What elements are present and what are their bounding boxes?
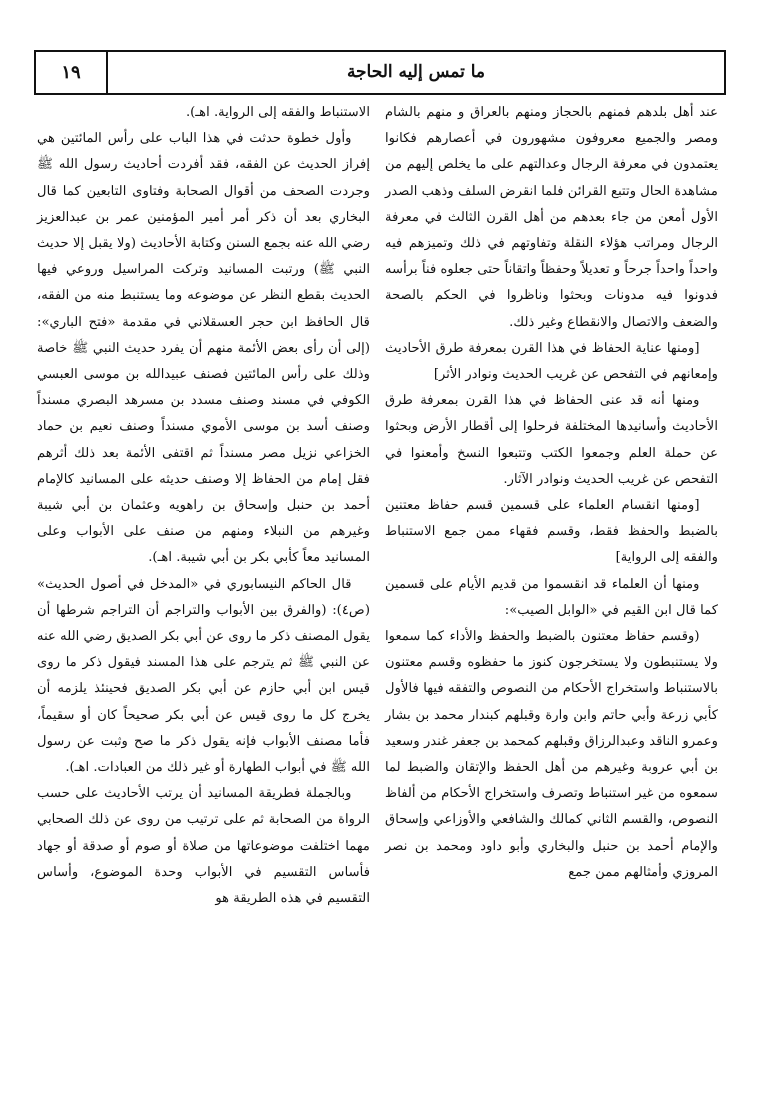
page-number: ١٩	[36, 52, 108, 93]
left-column	[37, 100, 370, 912]
page-header	[34, 50, 726, 95]
running-title: ما تمس إليه الحاجة	[346, 62, 486, 82]
paragraph: ومنها أن العلماء قد انقسموا من قديم الأيام على قسمين كما قال ابن القيم في «الوابل الصيب»:	[385, 576, 718, 618]
paragraph: وبالجملة فطريقة المسانيد أن يرتب الأحاديث على حسب الرواة من الصحابة ثم على ترتيب من روى عن ذلك الصحابي مهما اختلفت موضوعاتها من صلاة أو صوم أو صدقة أو جهاد فأساس التقسيم في الأبواب وحدة الموضوع، وأساس التقسيم في هذه الطريقة هو	[37, 786, 370, 907]
paragraph: الاستنباط والفقه إلى الرواية. اهـ).	[185, 105, 370, 120]
paragraph: قال الحاكم النيسابوري في «المدخل في أصول الحديث» (ص٤): (والفرق بين الأبواب والتراجم أن التراجم شرطها أن يقول المصنف ذكر ما روى عن أبي بكر الصديق رضي الله عنه عن النبي ﷺ ثم يترجم على هذا المسند فيقول ذكر ما روى قيس ابن أبي حازم عن أبي بكر الصديق فحينئذ يلزمه أن يخرج كل ما روى قيس عن أبي بكر صحيحاً كان أو سقيماً، فأما مصنف الأبواب فإنه يقول ذكر ما صح وثبت عن رسول الله ﷺ في أبواب الطهارة أو غير ذلك من العبادات. اهـ).	[37, 576, 370, 776]
quotation: (وقسم حفاظ معتنون بالضبط والحفظ والأداء كما سمعوا ولا يستنبطون ولا يستخرجون كنوز ما حفظوه وقسم معتنون بالاستنباط واستخراج الأحكام من النصوص والتفقه فيها فالأول كأبي زرعة وأبي حاتم وابن وارة وقبلهم كبندار محمد بن بشار وعمرو الناقد وعبدالرزاق وقبلهم كمحمد بن جعفر غندر وسعيد بن أبي عروبة وغيرهم من أهل الحفظ والإتقان والضبط لما سمعوه من غير استنباط وتصرف واستخراج الأحكام من ألفاظ النصوص، والقسم الثاني كمالك والشافعي والأوزاعي وإسحاق والإمام أحمد بن حنبل والبخاري وأبو داود ومحمد بن نصر المروزي وأمثالهم ممن جمع	[385, 629, 718, 880]
paragraph: وأول خطوة حدثت في هذا الباب على رأس المائتين هي إفراز الحديث عن الفقه، فقد أفردت أحاديث رسول الله ﷺ وجردت الصحف من أقوال الصحابة وفتاوى التابعين كما قال البخاري بعد أن ذكر أمر أمير المؤمنين عمر بن عبدالعزيز رضي الله عنه بجمع السنن وكتابة الأحاديث (ولا يقبل إلا حديث النبي ﷺ) ورتبت المسانيد وتركت المراسيل وروعي فيها الحديث بقطع النظر عن موضوعه وما يستنبط منه من الفقه، قال الحافظ ابن حجر العسقلاني في مقدمة «فتح الباري»: (إلى أن رأى بعض الأئمة منهم أن يفرد حديث النبي ﷺ خاصة وذلك على رأس المائتين فصنف عبيدالله بن موسى العبسي الكوفي في مسند وصنف مسدد بن مسرهد البصري مسنداً وصنف أسد بن موسى الأموي مسنداً وصنف نعيم بن حماد الخزاعي نزيل مصر مسنداً ثم اقتفى الأئمة بعد ذلك أثرهم فقل إمام من الحفاظ إلا وصنف حديثه على المسانيد كالإمام أحمد بن حنبل وإسحاق بن راهويه وعثمان بن أبي شيبة وغيرهم من النبلاء ومنهم من صنف على الأبواب وعلى المسانيد معاً كأبي بكر بن أبي شيبة. اهـ).	[37, 131, 370, 566]
paragraph: ومنها أنه قد عنى الحفاظ في هذا القرن بمعرفة طرق الأحاديث وأسانيدها المختلفة فرحلوا إلى أقطار الأرض وبحثوا عن حملة العلم وجمعوا الكتب وتتبعوا النسخ وأمعنوا في التفحص عن غريب الحديث ونوادر الآثار.	[385, 393, 718, 487]
section-heading: [ومنها عناية الحفاظ في هذا القرن بمعرفة طرق الأحاديث وإمعانهم في التفحص عن غريب الحديث ونوادر الأثر]	[385, 340, 718, 383]
right-column	[385, 100, 718, 886]
section-heading: [ومنها انقسام العلماء على قسمين قسم حفاظ معتنين بالضبط والحفظ فقط، وقسم فقهاء ممن جمع الاستنباط والفقه إلى الرواية]	[385, 498, 718, 566]
paragraph: عند أهل بلدهم فمنهم بالحجاز ومنهم بالعراق و منهم بالشام ومصر والجميع معروفون مشهورون في أعصارهم فكانوا يعتمدون في معرفة الرجال وعدالتهم على ما يخلص إليهم من مشاهدة الحال وتتبع القرائن فلما انقرض السلف وذهب الصدر الأول أمعن من جاء بعدهم من أهل القرن الثالث في معرفة الرجال ومراتب هؤلاء النقلة وتفاوتهم في ذلك وتميزهم فيه واحداً واحداً جرحاً و تعديلاً وحفظاً واتقاناً حتى جعلوه فناً برأسه فدونوا فيه مدونات وبحثوا وناظروا في الحكم بالصحة والضعف والاتصال والانقطاع وغير ذلك.	[385, 105, 718, 330]
